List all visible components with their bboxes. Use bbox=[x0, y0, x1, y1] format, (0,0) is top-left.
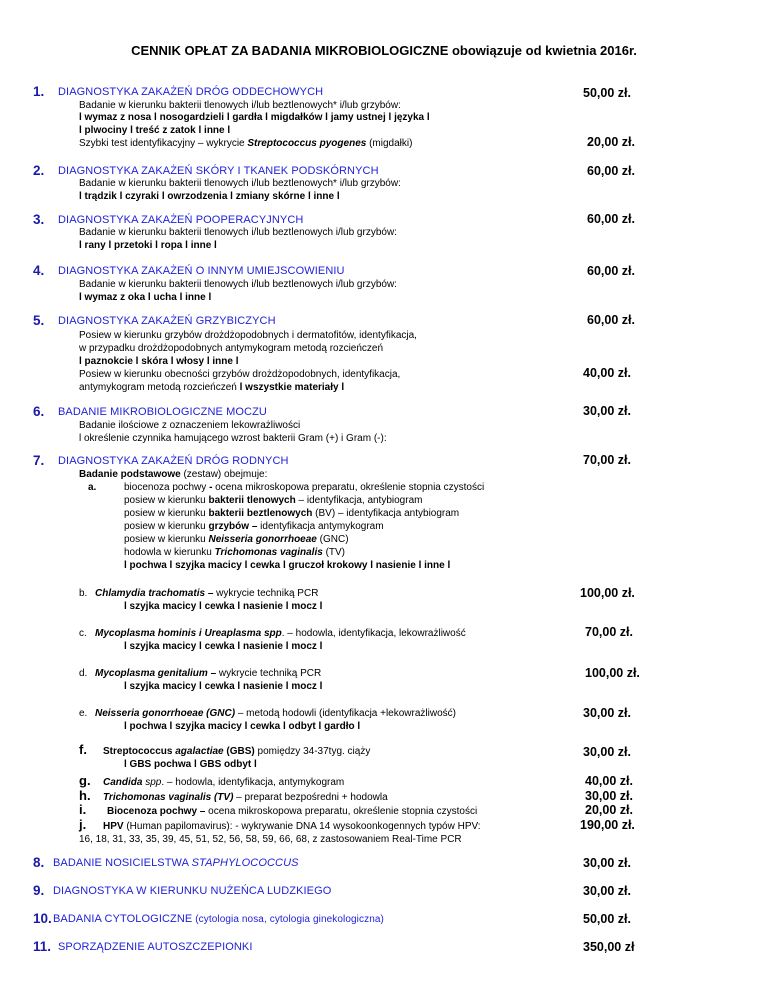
section-text: l określenie czynnika hamującego wzrost bakterii Gram (+) i Gram (-): bbox=[79, 433, 387, 444]
price: 190,00 zł. bbox=[580, 818, 635, 832]
section-text: Trichomonas vaginalis (TV) – preparat bezpośredni + hodowla bbox=[103, 792, 388, 803]
section-number: 4. bbox=[33, 263, 45, 278]
section-text: l wymaz z nosa l nosogardzieli l gardła l migdałków l jamy ustnej l języka l bbox=[79, 112, 430, 123]
price: 350,00 zł bbox=[583, 940, 635, 954]
section-heading: BADANIE NOSICIELSTWA STAPHYLOCOCCUS bbox=[53, 857, 299, 869]
section-heading: DIAGNOSTYKA ZAKAŻEŃ GRZYBICZYCH bbox=[58, 315, 276, 327]
item-letter: b. bbox=[79, 588, 88, 599]
item-letter: g. bbox=[79, 773, 91, 788]
price: 40,00 zł. bbox=[583, 366, 631, 380]
section-text: l szyjka macicy l cewka l nasienie l mocz l bbox=[124, 681, 323, 692]
section-text: posiew w kierunku Neisseria gonorrhoeae (GNC) bbox=[124, 534, 349, 545]
section-text: Badanie podstawowe (zestaw) obejmuje: bbox=[79, 469, 268, 480]
section-text: Badanie w kierunku bakterii tlenowych i/lub beztlenowych i/lub grzybów: bbox=[79, 279, 397, 290]
page-title: CENNIK OPŁAT ZA BADANIA MIKROBIOLOGICZNE obowiązuje od kwietnia 2016r. bbox=[131, 43, 637, 58]
section-number: 1. bbox=[33, 84, 45, 99]
section-text: Posiew w kierunku grzybów drożdżopodobnych i dermatofitów, identyfikacja, bbox=[79, 330, 417, 341]
section-heading: SPORZĄDZENIE AUTOSZCZEPIONKI bbox=[58, 941, 253, 953]
item-letter: i. bbox=[79, 802, 87, 817]
section-text: Neisseria gonorrhoeae (GNC) – metodą hodowli (identyfikacja +lekowrażliwość) bbox=[95, 708, 456, 719]
price: 30,00 zł. bbox=[583, 706, 631, 720]
section-text: biocenoza pochwy - ocena mikroskopowa preparatu, określenie stopnia czystości bbox=[124, 482, 485, 493]
section-heading: DIAGNOSTYKA W KIERUNKU NUŻEŃCA LUDZKIEGO bbox=[53, 885, 332, 897]
section-heading: DIAGNOSTYKA ZAKAŻEŃ DRÓG ODDECHOWYCH bbox=[58, 86, 324, 98]
section-text: l szyjka macicy l cewka l nasienie l mocz l bbox=[124, 601, 323, 612]
section-text: l pochwa l szyjka macicy l cewka l odbyt l gardło l bbox=[124, 721, 361, 732]
price: 20,00 zł. bbox=[587, 135, 635, 149]
price: 60,00 zł. bbox=[587, 164, 635, 178]
item-letter: j. bbox=[79, 817, 87, 832]
section-text: antymykogram metodą rozcieńczeń l wszystkie materiały l bbox=[79, 382, 345, 393]
section-heading: DIAGNOSTYKA ZAKAŻEŃ O INNYM UMIEJSCOWIENIU bbox=[58, 265, 345, 277]
section-text: l GBS pochwa l GBS odbyt l bbox=[124, 759, 257, 770]
section-heading: BADANIE MIKROBIOLOGICZNE MOCZU bbox=[58, 406, 267, 418]
price: 30,00 zł. bbox=[585, 789, 633, 803]
item-letter: h. bbox=[79, 788, 91, 803]
price: 70,00 zł. bbox=[585, 625, 633, 639]
section-text: l plwociny l treść z zatok l inne l bbox=[79, 125, 231, 136]
section-heading: DIAGNOSTYKA ZAKAŻEŃ DRÓG RODNYCH bbox=[58, 455, 289, 467]
item-letter: e. bbox=[79, 708, 88, 719]
price: 60,00 zł. bbox=[587, 212, 635, 226]
section-text: Badanie w kierunku bakterii tlenowych i/lub beztlenowych* i/lub grzybów: bbox=[79, 178, 401, 189]
section-text: Szybki test identyfikacyjny – wykrycie Streptococcus pyogenes (migdałki) bbox=[79, 138, 413, 149]
section-text: posiew w kierunku grzybów – identyfikacja antymykogram bbox=[124, 521, 384, 532]
price: 50,00 zł. bbox=[583, 912, 631, 926]
section-text: Streptococcus agalactiae (GBS) pomiędzy 34-37tyg. ciąży bbox=[103, 746, 371, 757]
section-text: Chlamydia trachomatis – wykrycie techniką PCR bbox=[95, 588, 319, 599]
section-number: 11. bbox=[33, 939, 52, 954]
section-number: 3. bbox=[33, 212, 45, 227]
price: 30,00 zł. bbox=[583, 404, 631, 418]
section-text: w przypadku drożdżopodobnych antymykogram metodą rozcieńczeń bbox=[79, 343, 384, 354]
price: 100,00 zł. bbox=[585, 666, 640, 680]
item-letter: a. bbox=[88, 482, 97, 493]
price: 30,00 zł. bbox=[583, 745, 631, 759]
section-text: Biocenoza pochwy – ocena mikroskopowa preparatu, określenie stopnia czystości bbox=[107, 806, 478, 817]
section-text: HPV (Human papilomavirus): - wykrywanie DNA 14 wysokoonkogennych typów HPV: bbox=[103, 821, 481, 832]
price: 30,00 zł. bbox=[583, 884, 631, 898]
price: 20,00 zł. bbox=[585, 803, 633, 817]
section-text: posiew w kierunku bakterii beztlenowych (BV) – identyfikacja antybiogram bbox=[124, 508, 460, 519]
section-heading: BADANIA CYTOLOGICZNE (cytologia nosa, cytologia ginekologiczna) bbox=[53, 913, 384, 925]
price: 40,00 zł. bbox=[585, 774, 633, 788]
section-heading: DIAGNOSTYKA ZAKAŻEŃ SKÓRY I TKANEK PODSKÓRNYCH bbox=[58, 165, 379, 177]
section-text: Badanie w kierunku bakterii tlenowych i/lub beztlenowych* i/lub grzybów: bbox=[79, 100, 401, 111]
section-heading: DIAGNOSTYKA ZAKAŻEŃ POOPERACYJNYCH bbox=[58, 214, 304, 226]
section-text: l wymaz z oka l ucha l inne l bbox=[79, 292, 212, 303]
section-number: 2. bbox=[33, 163, 45, 178]
section-text: l trądzik l czyraki l owrzodzenia l zmiany skórne l inne l bbox=[79, 191, 340, 202]
price: 60,00 zł. bbox=[587, 313, 635, 327]
section-number: 10. bbox=[33, 911, 52, 926]
section-text: l paznokcie l skóra l włosy l inne l bbox=[79, 356, 239, 367]
section-text: Candida spp. – hodowla, identyfikacja, antymykogram bbox=[103, 777, 345, 788]
section-text: Posiew w kierunku obecności grzybów drożdżopodobnych, identyfikacja, bbox=[79, 369, 401, 380]
section-number: 6. bbox=[33, 404, 45, 419]
price: 50,00 zł. bbox=[583, 86, 631, 100]
section-text: l pochwa l szyjka macicy l cewka l gruczoł krokowy l nasienie l inne l bbox=[124, 560, 451, 571]
section-text: 16, 18, 31, 33, 35, 39, 45, 51, 52, 56, 58, 59, 66, 68, z zastosowaniem Real-Time PCR bbox=[79, 834, 462, 845]
section-text: hodowla w kierunku Trichomonas vaginalis (TV) bbox=[124, 547, 346, 558]
price: 60,00 zł. bbox=[587, 264, 635, 278]
section-number: 8. bbox=[33, 855, 45, 870]
section-text: Mycoplasma hominis i Ureaplasma spp. – hodowla, identyfikacja, lekowrażliwość bbox=[95, 628, 466, 639]
section-number: 7. bbox=[33, 453, 45, 468]
section-text: l rany l przetoki l ropa l inne l bbox=[79, 240, 217, 251]
item-letter: d. bbox=[79, 668, 88, 679]
item-letter: c. bbox=[79, 628, 87, 639]
section-text: Mycoplasma genitalium – wykrycie techniką PCR bbox=[95, 668, 322, 679]
price: 100,00 zł. bbox=[580, 586, 635, 600]
section-number: 9. bbox=[33, 883, 45, 898]
section-text: Badanie ilościowe z oznaczeniem lekowrażliwości bbox=[79, 420, 301, 431]
section-text: Badanie w kierunku bakterii tlenowych i/lub beztlenowych i/lub grzybów: bbox=[79, 227, 397, 238]
section-number: 5. bbox=[33, 313, 45, 328]
price: 70,00 zł. bbox=[583, 453, 631, 467]
section-text: l szyjka macicy l cewka l nasienie l mocz l bbox=[124, 641, 323, 652]
price: 30,00 zł. bbox=[583, 856, 631, 870]
item-letter: f. bbox=[79, 742, 87, 757]
section-text: posiew w kierunku bakterii tlenowych – identyfikacja, antybiogram bbox=[124, 495, 423, 506]
